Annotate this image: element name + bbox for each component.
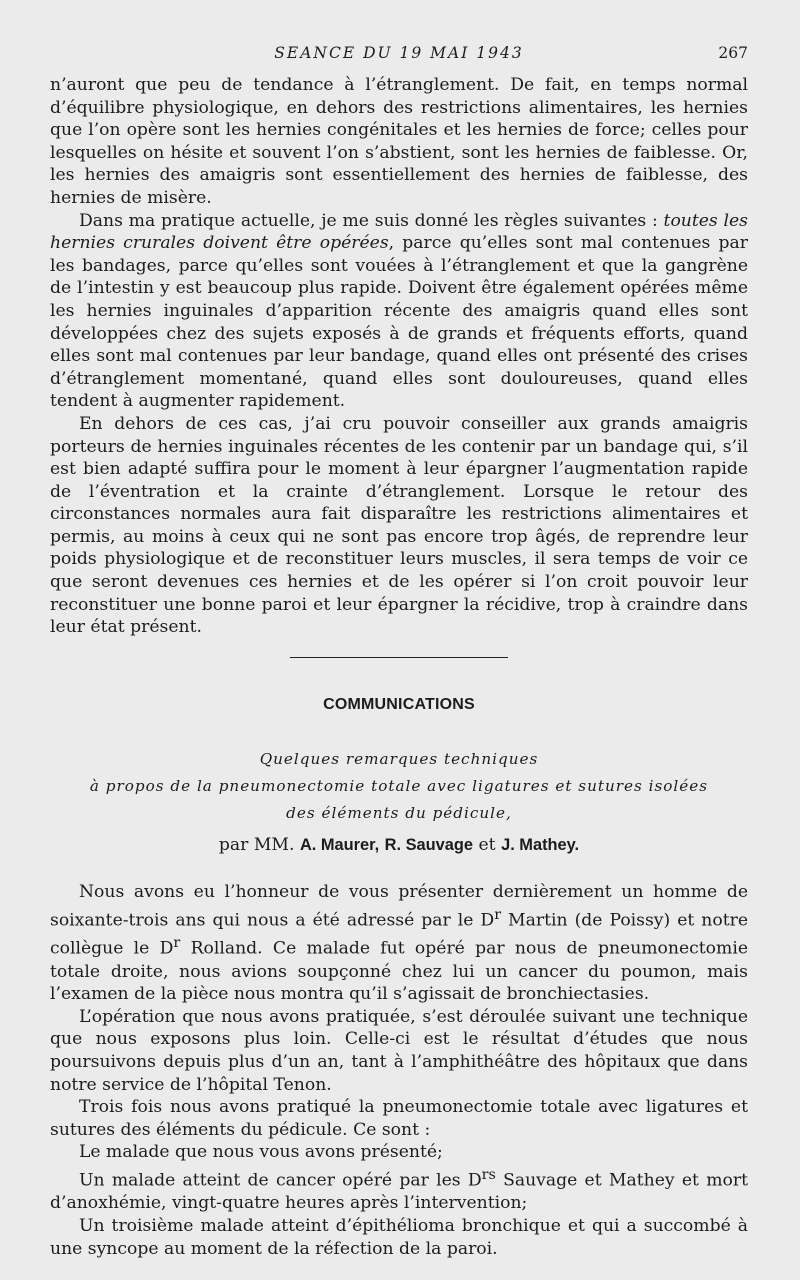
- paragraph-rules-lead: Dans ma pratique actuelle, je me suis donné les règles suivantes :: [79, 210, 664, 231]
- case-sup-2: r: [173, 935, 181, 952]
- article-title-line-1: Quelques remarques techniques: [259, 750, 539, 769]
- section-heading: COMMUNICATIONS: [323, 695, 475, 713]
- section-divider: [290, 657, 508, 658]
- paragraph-rules: [50, 210, 748, 413]
- case-item-3: Un troisième malade atteint d’épithélioma bronchique et qui a succombé à une syncope au moment de la réfection de la paroi.: [50, 1215, 748, 1259]
- item2-text-1: Un malade atteint de cancer opéré par les D: [79, 1170, 482, 1191]
- authors-prefix: par MM.: [218, 835, 295, 856]
- case-text-3: Rolland. Ce malade fut opéré par nous de pneumonectomie totale droite, nous avions soupçonné chez lui un cancer du poumon, mais l’examen de la pièce nous montra qu’il s’agissait de bronchiectasies.: [50, 939, 748, 1005]
- paragraph-continuation: n’auront que peu de tendance à l’étranglement. De fait, en temps normal d’équilibre physiologique, en dehors des restrictions alimentaires, les hernies que l’on opère sont les hernies congénitales et les hernies de force; celles pour lesquelles on hésite et souvent l’on s’abstient, sont les hernies de faiblesse. Or, les hernies des amaigris sont essentiellement des hernies de faiblesse, des hernies de misère.: [50, 75, 748, 208]
- item2-sup: rs: [481, 1167, 496, 1184]
- paragraph-technique: L’opération que nous avons pratiquée, s’est déroulée suivant une technique que nous exposons plus loin. Celle-ci est le résultat d’études que nous poursuivons depuis plus d’un an, tant à l’amphithéâtre des hôpitaux que dans notre service de l’hôpital Tenon.: [50, 1006, 748, 1095]
- author-mathey: J. Mathey.: [501, 836, 580, 855]
- body-text: [50, 74, 748, 1260]
- authors-conjunction: et: [478, 835, 496, 856]
- running-title: SEANCE DU 19 MAI 1943: [274, 44, 524, 62]
- paragraph-rules-rest: , parce qu’elles sont mal contenues par les bandages, parce qu’elles sont vouées à l’étranglement et que la gangrène de l’intestin y est beaucoup plus rapide. Doivent être également opérées même les hernies inguinales d’apparition récente des amaigris quand elles sont développées chez des sujets exposés à de grands et fréquents efforts, quand elles sont mal contenues par leur bandage, quand elles ont présenté des crises d’étranglement momentané, quand elles sont douloureuses, quand elles tendent à augmenter rapidement.: [50, 233, 748, 412]
- spacer: [50, 857, 748, 881]
- page-header: [50, 44, 748, 68]
- page-number: 267: [718, 44, 748, 62]
- paragraph-three-cases: Trois fois nous avons pratiqué la pneumonectomie totale avec ligatures et sutures des éléments du pédicule. Ce sont :: [50, 1097, 748, 1140]
- case-text-2: Martin (de Poissy) et notre collègue le D: [50, 910, 748, 960]
- author-sauvage: R. Sauvage: [384, 836, 474, 855]
- case-text-1: Nous avons eu l’honneur de vous présenter dernièrement un homme de soixante-trois ans qui nous a été adressé par le D: [50, 882, 748, 931]
- item2-text-2: Sauvage et Mathey et mort d’anoxhémie, vingt-quatre heures après l’intervention;: [50, 1170, 748, 1214]
- paragraph-outside-cases: En dehors de ces cas, j’ai cru pouvoir conseiller aux grands amaigris porteurs de hernies inguinales récentes de les contenir par un bandage qui, s’il est bien adapté suffira pour le moment à leur épargner l’augmentation rapide de l’éventration et la crainte d’étranglement. Lorsque le retour des circonstances normales aura fait disparaître les restrictions alimentaires et permis, au moins à ceux qui ne sont pas encore trop âgés, de reprendre leur poids physiologique et de reconstituer leurs muscles, il sera temps de voir ce que seront devenues ces hernies et de les opérer si l’on croit pouvoir leur reconstituer une bonne paroi et leur épargner la récidive, trop à craindre dans leur état présent.: [50, 413, 748, 638]
- author-maurer: A. Maurer,: [299, 836, 380, 855]
- case-item-2: [50, 1164, 748, 1215]
- article-title-line-2: à propos de la pneumonectomie totale avec ligatures et sutures isolées: [89, 777, 709, 796]
- case-item-1: Le malade que nous vous avons présenté;: [79, 1142, 443, 1163]
- paragraph-rules-emphasis: toutes les hernies crurales doivent être opérées: [50, 210, 748, 254]
- case-sup-1: r: [494, 907, 502, 924]
- article-authors: [50, 833, 748, 857]
- article-title-line-3: des éléments du pédicule,: [286, 804, 512, 823]
- paragraph-case: [50, 881, 748, 1005]
